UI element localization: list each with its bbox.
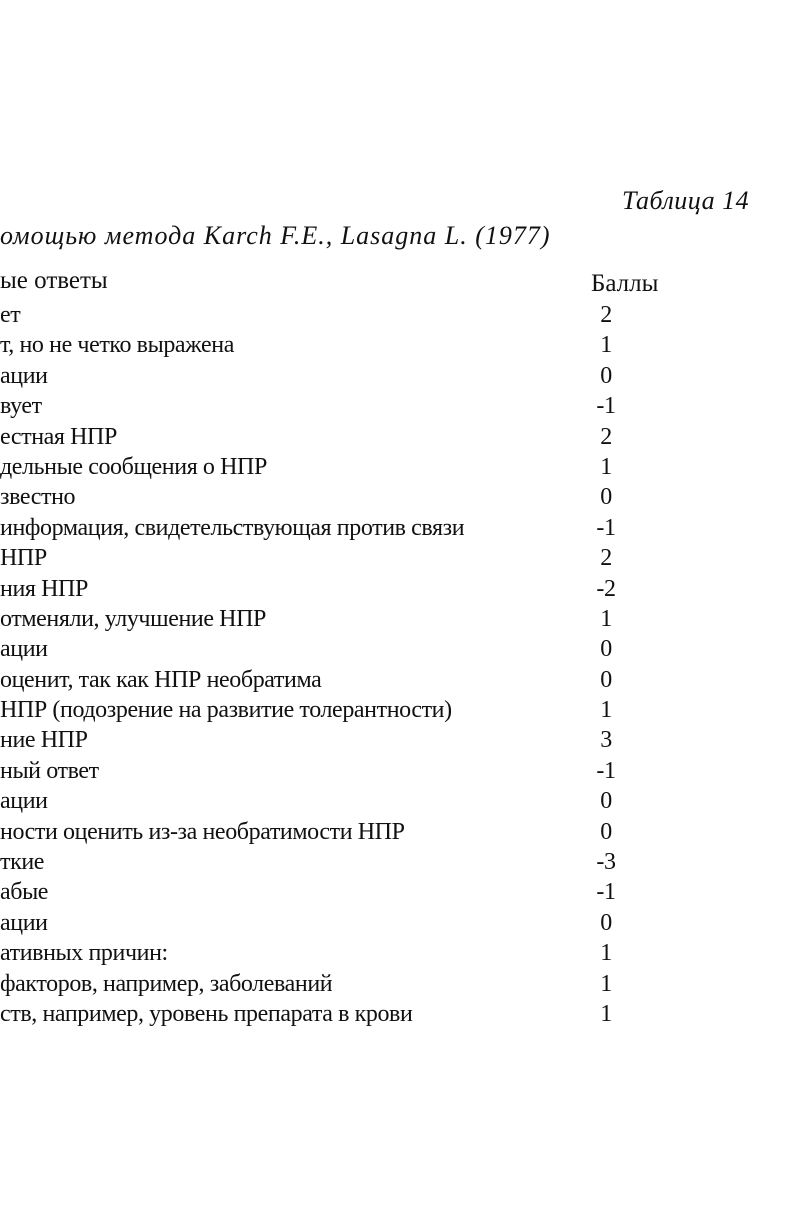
score-cell: 0 xyxy=(600,362,612,389)
table-row xyxy=(0,908,800,938)
score-cell: -3 xyxy=(596,849,616,876)
answer-cell: ации xyxy=(0,788,48,815)
answer-cell: ности оценить из-за необратимости НПР xyxy=(0,818,405,845)
answer-cell: дельные сообщения о НПР xyxy=(0,453,267,480)
score-cell: -1 xyxy=(596,879,616,906)
score-cell: 1 xyxy=(600,697,612,724)
column-header-score: Баллы xyxy=(591,270,659,297)
answer-cell: звестно xyxy=(0,484,76,511)
table-row xyxy=(0,604,800,634)
score-cell: -1 xyxy=(596,514,616,541)
score-cell: 1 xyxy=(600,605,612,632)
score-cell: -1 xyxy=(596,757,616,784)
answer-cell: ние НПР xyxy=(0,727,88,754)
score-cell: 2 xyxy=(600,545,612,572)
table-title: омощью метода Karch F.E., Lasagna L. (1977) xyxy=(0,221,551,250)
table-row xyxy=(0,969,800,999)
score-cell: 1 xyxy=(600,1000,612,1027)
table-row xyxy=(0,756,800,786)
table-row xyxy=(0,391,800,421)
score-cell: 0 xyxy=(600,909,612,936)
score-cell: 0 xyxy=(600,484,612,511)
table-row xyxy=(0,877,800,907)
answer-cell: естная НПР xyxy=(0,423,117,450)
table-row xyxy=(0,452,800,482)
score-cell: 0 xyxy=(600,818,612,845)
score-cell: 1 xyxy=(600,332,612,359)
table-row xyxy=(0,817,800,847)
answer-cell: ации xyxy=(0,636,48,663)
table-row xyxy=(0,847,800,877)
answer-cell: информация, свидетельствующая против связи xyxy=(0,514,465,541)
table-row xyxy=(0,999,800,1029)
table-row xyxy=(0,786,800,816)
answer-cell: ткие xyxy=(0,849,45,876)
score-cell: 3 xyxy=(600,727,612,754)
score-cell: -1 xyxy=(596,393,616,420)
score-cell: 0 xyxy=(600,788,612,815)
table-row xyxy=(0,574,800,604)
table-number-label: Таблица 14 xyxy=(622,186,750,215)
answer-cell: ния НПР xyxy=(0,575,88,602)
table-row xyxy=(0,695,800,725)
score-cell: 1 xyxy=(600,970,612,997)
answer-cell: ативных причин: xyxy=(0,940,168,967)
answer-cell: ный ответ xyxy=(0,757,99,784)
column-header-answers: ые ответы xyxy=(0,267,108,294)
answer-cell: НПР xyxy=(0,545,47,572)
answer-cell: факторов, например, заболеваний xyxy=(0,970,333,997)
answer-cell: НПР (подозрение на развитие толерантности) xyxy=(0,697,452,724)
answer-cell: вует xyxy=(0,393,42,420)
answer-cell: ации xyxy=(0,362,48,389)
score-cell: 2 xyxy=(600,302,612,328)
score-cell: 1 xyxy=(600,453,612,480)
table-row xyxy=(0,482,800,512)
score-cell: 2 xyxy=(600,423,612,450)
answer-cell: отменяли, улучшение НПР xyxy=(0,605,266,632)
answer-cell: абые xyxy=(0,879,49,906)
table-row xyxy=(0,634,800,664)
answer-cell: ет xyxy=(0,302,21,328)
answer-cell: т, но не четко выражена xyxy=(0,332,234,359)
table-row xyxy=(0,330,800,360)
table-row xyxy=(0,543,800,573)
table-row xyxy=(0,422,800,452)
table-row xyxy=(0,513,800,543)
table-row xyxy=(0,300,800,330)
table-row xyxy=(0,361,800,391)
score-cell: 0 xyxy=(600,666,612,693)
table-row xyxy=(0,938,800,968)
table-row xyxy=(0,665,800,695)
answer-cell: оценит, так как НПР необратима xyxy=(0,666,322,693)
table-body xyxy=(0,300,800,1029)
table-row xyxy=(0,725,800,755)
score-cell: 0 xyxy=(600,636,612,663)
score-cell: -2 xyxy=(596,575,616,602)
score-cell: 1 xyxy=(600,940,612,967)
answer-cell: ств, например, уровень препарата в крови xyxy=(0,1000,413,1027)
answer-cell: ации xyxy=(0,909,48,936)
